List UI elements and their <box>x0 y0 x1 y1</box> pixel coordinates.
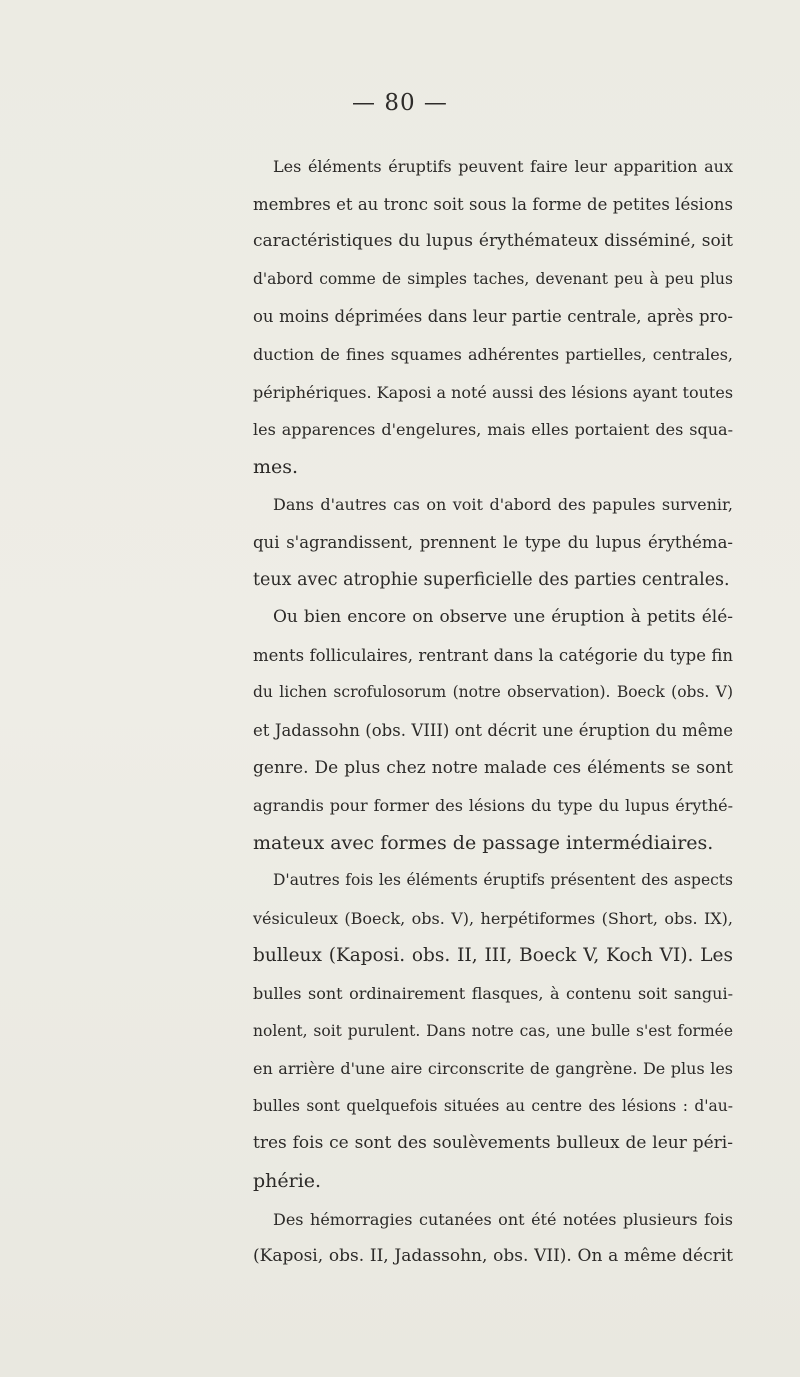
text-line: nolent, soit purulent. Dans notre cas, une bulle s'est formée <box>253 1021 733 1040</box>
text-line: les apparences d'engelures, mais elles portaient des squa- <box>253 420 733 440</box>
text-line: bulleux (Kaposi. obs. II, III, Boeck V, Koch VI). Les <box>253 945 733 967</box>
text-line: agrandis pour former des lésions du type du lupus érythé- <box>253 796 733 816</box>
body-text <box>253 148 733 1276</box>
text-line: duction de fines squames adhérentes partielles, centrales, <box>253 344 733 364</box>
text-line: caractéristiques du lupus érythémateux disséminé, soit <box>253 231 733 252</box>
text-line: bulles sont ordinairement flasques, à contenu soit sangui- <box>253 984 733 1004</box>
text-line: membres et au tronc soit sous la forme de petites lésions <box>253 194 733 214</box>
text-line: en arrière d'une aire circonscrite de gangrène. De plus les <box>253 1059 733 1079</box>
text-line: (Kaposi, obs. II, Jadassohn, obs. VII). On a même décrit <box>253 1246 733 1267</box>
text-line: D'autres fois les éléments éruptifs présentent des aspects <box>273 871 733 890</box>
text-line: mateux avec formes de passage intermédiaires. <box>253 831 714 854</box>
text-line: du lichen scrofulosorum (notre observation). Boeck (obs. V) <box>253 683 733 702</box>
text-line: ou moins déprimées dans leur partie centrale, après pro- <box>253 307 733 327</box>
text-line: d'abord comme de simples taches, devenant peu à peu plus <box>253 269 733 288</box>
text-line: qui s'agrandissent, prennent le type du lupus érythéma- <box>253 532 733 552</box>
text-line: Les éléments éruptifs peuvent faire leur apparition aux <box>273 157 733 176</box>
text-line: Dans d'autres cas on voit d'abord des papules survenir, <box>273 495 733 515</box>
text-line: et Jadassohn (obs. VIII) ont décrit une éruption du même <box>253 720 733 740</box>
text-line: teux avec atrophie superficielle des parties centrales. <box>253 569 730 590</box>
page-number: — 80 — <box>352 90 448 116</box>
text-line: mes. <box>253 455 299 478</box>
text-line: genre. De plus chez notre malade ces éléments se sont <box>253 757 733 778</box>
text-line: phérie. <box>253 1170 322 1193</box>
text-line: Des hémorragies cutanées ont été notées plusieurs fois <box>273 1209 733 1229</box>
text-line: ments folliculaires, rentrant dans la catégorie du type fin <box>253 645 733 665</box>
text-line: périphériques. Kaposi a noté aussi des lésions ayant toutes <box>253 382 734 402</box>
text-line: vésiculeux (Boeck, obs. V), herpétiformes (Short, obs. IX), <box>253 908 733 928</box>
text-line: tres fois ce sont des soulèvements bulleux de leur péri- <box>253 1133 733 1154</box>
text-line: Ou bien encore on observe une éruption à petits élé- <box>273 607 733 628</box>
text-line: bulles sont quelquefois situées au centre des lésions : d'au- <box>253 1096 733 1115</box>
